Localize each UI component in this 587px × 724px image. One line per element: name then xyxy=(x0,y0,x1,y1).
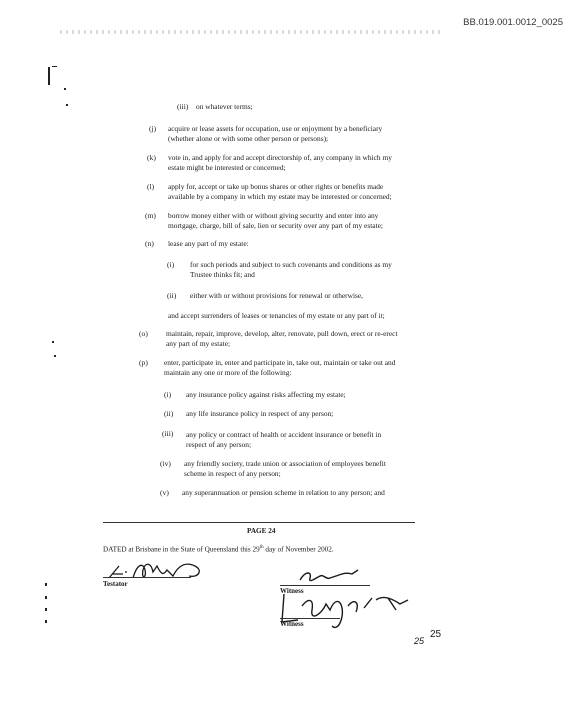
clause-text: acquire or lease assets for occupation, use or enjoyment by a beneficiary xyxy=(168,124,383,133)
clause-label: (iv) xyxy=(160,459,171,468)
margin-mark xyxy=(64,88,66,90)
clause-label: (ii) xyxy=(164,409,174,418)
clause-text: (whether alone or with some other person or persons); xyxy=(168,134,329,143)
clause-text: maintain, repair, improve, develop, alter, renovate, pull down, erect or re-erect xyxy=(166,329,398,338)
testator-signature-line xyxy=(103,577,191,578)
margin-mark xyxy=(45,583,47,586)
clause-text: any part of my estate; xyxy=(166,339,231,348)
clause-label: (k) xyxy=(147,153,156,162)
clause-text: borrow money either with or without giving security and enter into any xyxy=(168,211,379,220)
dated-text: DATED at Brisbane in the State of Queensland this 29 xyxy=(103,545,260,554)
page-number-handwritten: 25 xyxy=(414,636,425,646)
clause-text: scheme in respect of any person; xyxy=(184,469,281,478)
clause-label: (p) xyxy=(139,358,148,367)
margin-mark xyxy=(45,608,47,611)
clause-text: and accept surrenders of leases or tenancies of my estate or any part of it; xyxy=(168,311,385,320)
page-label: PAGE 24 xyxy=(247,527,276,535)
clause-text: for such periods and subject to such covenants and conditions as my xyxy=(190,260,392,269)
witness-label-2: Witness xyxy=(280,620,304,628)
margin-mark xyxy=(54,355,56,357)
document-id: BB.019.001.0012_0025 xyxy=(463,17,563,28)
clause-text: any friendly society, trade union or association of employees benefit xyxy=(184,459,386,468)
clause-label: (j) xyxy=(149,124,157,133)
clause-label: (iii) xyxy=(162,429,174,438)
margin-mark xyxy=(45,596,47,599)
clause-text: Trustee thinks fit; and xyxy=(190,270,255,279)
clause-text: any life insurance policy in respect of any person; xyxy=(186,409,334,418)
clause-label: (o) xyxy=(139,329,148,338)
clause-label: (l) xyxy=(147,182,155,191)
witness-label-1: Witness xyxy=(280,587,304,595)
scan-noise xyxy=(60,30,440,34)
clause-text: any policy or contract of health or accident insurance or benefit in xyxy=(186,430,382,439)
dated-text-end: day of November 2002. xyxy=(263,545,334,554)
clause-text: available by a company in which my estate may be interested or concerned; xyxy=(168,192,392,201)
clause-text: maintain any one or more of the following: xyxy=(164,368,292,377)
witness-signature-line-2 xyxy=(280,618,340,619)
clause-label: (i) xyxy=(164,390,172,399)
footer-rule xyxy=(103,522,415,523)
dated-line xyxy=(103,545,334,553)
dated-ordinal: th xyxy=(259,545,264,550)
clause-text: estate might be interested or concerned; xyxy=(168,163,286,172)
clause-text: mortgage, charge, bill of sale, lien or security over any part of my estate; xyxy=(168,221,383,230)
margin-mark xyxy=(52,66,57,67)
clause-label: (m) xyxy=(145,211,156,220)
margin-mark xyxy=(45,620,47,623)
clause-label: (v) xyxy=(160,488,169,497)
clause-text: vote in, and apply for and accept directorship of, any company in which my xyxy=(168,153,392,162)
clause-label: (n) xyxy=(145,239,154,248)
page-number: 25 xyxy=(430,629,442,640)
clause-text: apply for, accept or take up bonus shares or other rights or benefits made xyxy=(168,182,384,191)
clause-text: any insurance policy against risks affecting my estate; xyxy=(186,390,346,399)
clause-text: on whatever terms; xyxy=(196,102,253,111)
clause-text: respect of any person; xyxy=(186,440,252,449)
clause-label: (i) xyxy=(167,260,175,269)
margin-mark xyxy=(52,341,54,343)
testator-label: Testator xyxy=(103,580,128,588)
clause-label: (ii) xyxy=(167,291,177,300)
clause-text: either with or without provisions for renewal or otherwise, xyxy=(190,291,364,300)
margin-mark xyxy=(48,67,50,85)
witness-signature-line-1 xyxy=(280,585,370,586)
clause-text: any superannuation or pension scheme in relation to any person; and xyxy=(182,488,385,497)
clause-label: (iii) xyxy=(177,102,189,111)
margin-mark xyxy=(66,104,68,106)
clause-text: lease any part of my estate: xyxy=(168,239,249,248)
clause-text: enter, participate in, enter and participate in, take out, maintain or take out and xyxy=(164,358,396,367)
